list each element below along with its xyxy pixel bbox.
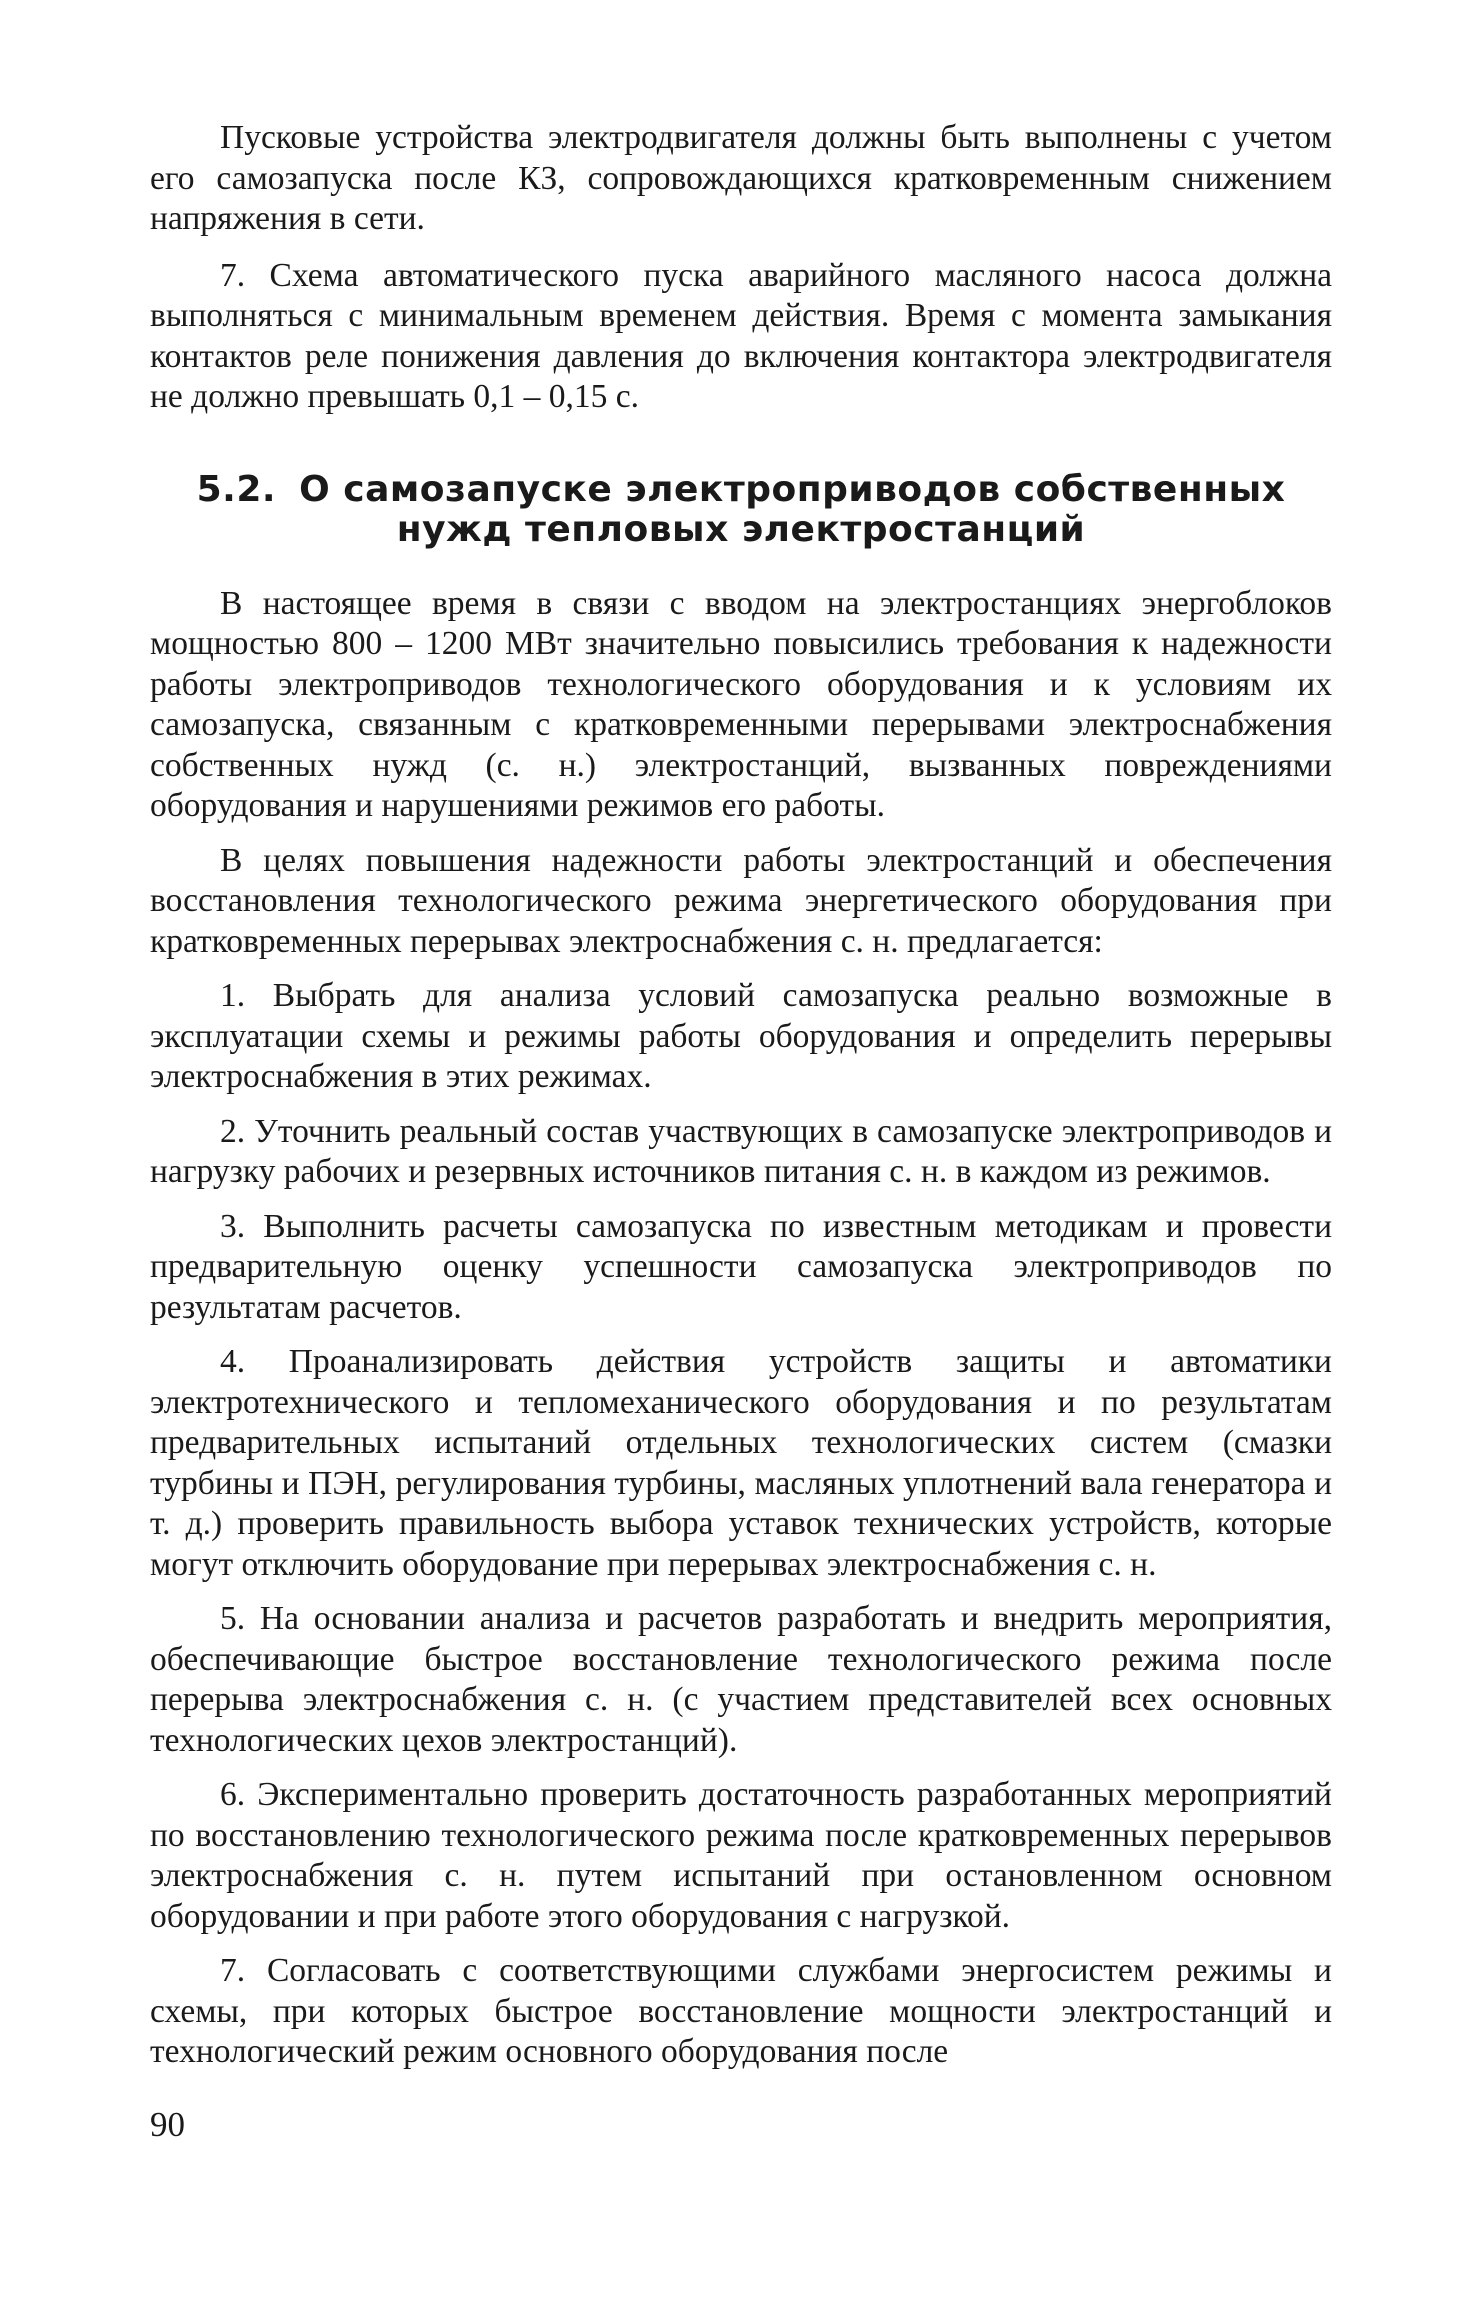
paragraph: В настоящее время в связи с вводом на электростанциях энергоблоков мощностью 800 – 1200 МВт значительно повысились требования к надежности работы электроприводов технологического оборудования и к условиям их самозапуска, связанным с кратковременными перерывами электроснабжения собственных нужд (с. н.) электростанций, вызванных повреждениями оборудования и нарушениями режимов его работы.	[150, 584, 1332, 824]
section-number: 5.2.	[196, 468, 277, 510]
section-heading	[150, 470, 1332, 550]
section-title: О самозапуске электроприводов собственных нужд тепловых электростанций	[299, 468, 1286, 550]
page-number: 90	[150, 2105, 185, 2144]
list-item: 5. На основании анализа и расчетов разработать и внедрить мероприятия, обеспечивающие быстрое восстановление технологического режима после перерыва электроснабжения с. н. (с участием представителей всех основных технологических цехов электростанций).	[150, 1600, 1332, 1759]
list-item: 1. Выбрать для анализа условий самозапуска реально возможные в эксплуатации схемы и режимы работы оборудования и определить перерывы электроснабжения в этих режимах.	[150, 977, 1332, 1095]
page-body	[150, 118, 1332, 2073]
paragraph: 7. Схема автоматического пуска аварийного масляного насоса должна выполняться с минимальным временем действия. Время с момента замыкания контактов реле понижения давления до включения контактора электродвигателя не должно превышать 0,1 – 0,15 с.	[150, 256, 1332, 415]
list-item: 3. Выполнить расчеты самозапуска по известным методикам и провести предварительную оценку успешности самозапуска электроприводов по результатам расчетов.	[150, 1207, 1332, 1326]
list-item: 4. Проанализировать действия устройств защиты и автоматики электротехнического и тепломеханического оборудования и по результатам предварительных испытаний отдельных технологических систем (смазки турбины и ПЭН, регулирования турбины, масляных уплотнений вала генератора и т. д.) проверить правильность выбора уставок технических устройств, которые могут отключить оборудование при перерывах электроснабжения с. н.	[150, 1343, 1332, 1583]
paragraph: Пусковые устройства электродвигателя должны быть выполнены с учетом его самозапуска после КЗ, сопровождающихся кратковременным снижением напряжения в сети.	[150, 119, 1332, 237]
list-item: 2. Уточнить реальный состав участвующих в самозапуске электроприводов и нагрузку рабочих и резервных источников питания с. н. в каждом из режимов.	[150, 1112, 1332, 1190]
paragraph: В целях повышения надежности работы электростанций и обеспечения восстановления технологического режима энергетического оборудования при кратковременных перерывах электроснабжения с. н. предлагается:	[150, 841, 1332, 960]
list-item: 6. Экспериментально проверить достаточность разработанных мероприятий по восстановлению технологического режима после кратковременных перерывов электроснабжения с. н. путем испытаний при остановленном основном оборудовании и при работе этого оборудования с нагрузкой.	[150, 1776, 1332, 1935]
list-item: 7. Согласовать с соответствующими службами энергосистем режимы и схемы, при которых быстрое восстановление мощности электростанций и технологический режим основного оборудования после	[150, 1952, 1332, 2070]
